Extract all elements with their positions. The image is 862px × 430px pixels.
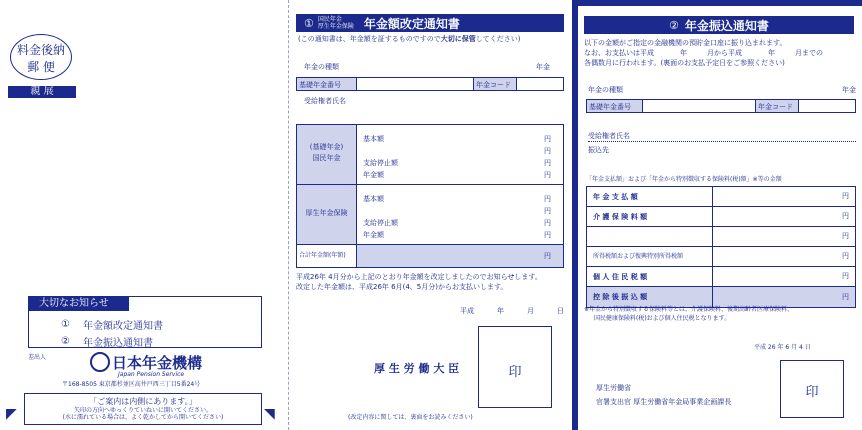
furikomi-seal-box: [780, 360, 844, 418]
kaitei-date-month: 月: [527, 307, 534, 315]
kaitei-subtitle-post: してください): [475, 35, 521, 43]
furikomi-nenkin-label: 年金: [842, 86, 856, 94]
furikomi-row-label: 控 除 後 振 込 額: [587, 287, 713, 307]
kaitei-total-label: 合計年金額(年額): [297, 245, 357, 267]
furikomi-header: [584, 16, 854, 34]
kaitei-kiso-no-label: 基礎年金番号: [297, 78, 357, 90]
kaitei-yen: 円: [544, 171, 551, 180]
kaitei-row: [363, 230, 551, 242]
fold-line: [288, 0, 289, 430]
furikomi-issuer1: 厚生労働省: [596, 384, 631, 392]
kaitei-footer: (改定内容に関しては、裏面をお読みください): [348, 414, 473, 421]
notice-item-text: 年金振込通知書: [83, 338, 153, 349]
furikomi-num: ②: [669, 18, 679, 32]
kaitei-row-label: 支給停止額: [363, 219, 398, 228]
kaitei-header: [296, 14, 564, 32]
kaitei-section-kosei: [297, 185, 563, 245]
furikomi-intro2b: 年: [680, 49, 687, 57]
furikomi-row: [587, 287, 855, 307]
kaitei-date-era: 平成: [460, 307, 474, 315]
kaitei-num: ①: [304, 16, 314, 30]
furikomi-panel: [572, 0, 862, 430]
furikomi-issuer2: 官署支出官 厚生労働省年金局事業企画課長: [596, 398, 732, 406]
notice-item-num: ②: [61, 336, 70, 347]
kaitei-kind1: 国民年金: [317, 15, 342, 23]
furikomi-intro2a: なお、お支払いは平成: [584, 49, 654, 57]
kaitei-row: [363, 170, 551, 182]
furikomi-intro3: 各偶数月に行われます。(裏面のお支払予定日をご参照ください): [584, 59, 785, 67]
kaitei-kind2: 厚生年金保険: [317, 23, 354, 30]
inside-notice: [24, 393, 262, 425]
postage-line2: 郵 便: [27, 60, 55, 74]
kaitei-date-year: 年: [497, 307, 504, 315]
notice-item: [61, 334, 261, 349]
furikomi-row-label: 所得税額および復興特別所得税額: [587, 247, 713, 266]
furikomi-pension-type-label: 年金の種類: [588, 86, 623, 94]
furikomi-row-label: 個 人 住 民 税 額: [587, 267, 713, 286]
arrow-right-icon: ◥: [264, 406, 275, 422]
kaitei-row: [363, 146, 551, 158]
kaitei-title: 年金額改定通知書: [363, 16, 460, 31]
kaitei-row-label: 基本額: [363, 195, 384, 204]
postage-stamp: [10, 34, 72, 80]
inside-notice-title: 「ご案内は内側にあります。」: [89, 397, 197, 406]
sender-address: 〒168-8505 東京都杉並区高井戸西三丁目5番24号: [62, 381, 201, 388]
furikomi-code-label: 年金コード: [755, 100, 799, 112]
sender-org-name: 日本年金機構: [112, 354, 203, 372]
kaitei-pension-type-row: [304, 63, 550, 72]
furikomi-row: [587, 207, 855, 227]
kaitei-code-label: 年金コード: [473, 78, 517, 90]
kaitei-subtitle-pre: (この通知書は、年金額を証するものですので: [298, 35, 441, 43]
kaitei-total-row: [297, 245, 563, 267]
notice-item-num: ①: [61, 319, 70, 330]
kaitei-row-label: 年金額: [363, 171, 384, 180]
furikomi-amount-table: [586, 186, 856, 308]
furikomi-intro2: [584, 49, 856, 58]
kaitei-subtitle: [298, 35, 520, 44]
kaitei-yen: 円: [544, 147, 551, 156]
furikomi-intro1: 以下の金額がご指定の金融機関の預貯金口座に振り込まれます。: [584, 39, 787, 47]
notice-box: [28, 296, 262, 348]
kaitei-row-label: 支給停止額: [363, 159, 398, 168]
furikomi-row: [587, 227, 855, 247]
furikomi-footnote1: ※年金から特別徴収する保険料等とは、介護保険料、後期高齢者医療保険料、: [584, 306, 794, 313]
kaitei-yen: 円: [544, 159, 551, 168]
kaitei-minister: 厚 生 労 働 大 臣: [374, 362, 460, 375]
furikomi-row-yen: 円: [842, 292, 849, 301]
kaitei-row: [363, 206, 551, 218]
furikomi-pension-type-row: [588, 86, 856, 95]
furikomi-row: [587, 187, 855, 207]
furikomi-row-label: 介 護 保 険 料 額: [587, 207, 713, 226]
arrow-left-icon: ◤: [6, 406, 17, 422]
kaitei-row: [363, 218, 551, 230]
kaitei-row: [363, 194, 551, 206]
furikomi-row: [587, 267, 855, 287]
kaitei-panel: [292, 0, 570, 430]
furikomi-row-yen: 円: [842, 252, 849, 261]
kaitei-nenkin-label: 年金: [536, 63, 550, 71]
kaitei-section1-label-b: 国民年金: [312, 153, 341, 162]
furikomi-recipient-label: 受給権者氏名: [588, 132, 856, 142]
kaitei-seal-box: [478, 326, 552, 408]
furikomi-intro2c: 月から平成: [707, 49, 742, 57]
kaitei-total-yen: 円: [544, 251, 551, 260]
postage-line1: 料金後納: [16, 43, 65, 57]
notice-item-text: 年金額改定通知書: [83, 321, 163, 332]
furikomi-intro2d: 年: [768, 49, 775, 57]
furikomi-kiso-no-label: 基礎年金番号: [587, 100, 643, 112]
kaitei-date: [460, 307, 564, 316]
notice-item: [61, 317, 261, 332]
furikomi-row-yen: 円: [842, 272, 849, 281]
notice-box-title: 大切なお知らせ: [29, 297, 129, 311]
kaitei-seal: 印: [508, 365, 522, 380]
kaitei-yen: 円: [544, 219, 551, 228]
kaitei-pension-type-label: 年金の種類: [304, 63, 339, 71]
furikomi-title: 年金振込通知書: [684, 18, 769, 33]
kaitei-yen: 円: [544, 207, 551, 216]
furikomi-row-yen: 円: [842, 232, 849, 241]
kaitei-number-row: [296, 77, 564, 91]
kaitei-section-kokumin: [297, 125, 563, 185]
furikomi-row: [587, 247, 855, 267]
kaitei-section-kosei-label: 厚生年金保険: [297, 185, 357, 244]
furikomi-row-yen: 円: [842, 192, 849, 201]
kaitei-amount-table: [296, 124, 564, 268]
kaitei-subtitle-bold: 大切に保管: [440, 35, 476, 43]
sender-org-english: Japan Pension Service: [118, 371, 185, 378]
kaitei-yen: 円: [544, 195, 551, 204]
kaitei-section-kokumin-label: [297, 125, 357, 184]
furikomi-row-label: [587, 227, 713, 246]
furikomi-date: 平成 26 年 6 月 4 日: [754, 344, 811, 351]
furikomi-footnote2: 国民健康保険料(税)および個人住民税となります。: [594, 315, 731, 322]
kaitei-date-day: 日: [557, 307, 564, 315]
furikomi-row-label: 年 金 支 払 額: [587, 187, 713, 206]
left-panel: [0, 0, 285, 430]
sender-logo-icon: [90, 352, 110, 372]
kaitei-section1-label-a: (基礎年金): [309, 143, 344, 151]
kaitei-yen: 円: [544, 135, 551, 144]
furikomi-intro2e: 月までの: [795, 49, 823, 57]
kaitei-row-label: 基本額: [363, 135, 384, 144]
furikomi-row-yen: 円: [842, 212, 849, 221]
kaitei-note2: 改定した年金額は、平成26年 6月(4、5月分)からお支払いします。: [296, 283, 508, 291]
inside-notice-line2: (水に濡れている場合は、よく乾かしてから開いてください): [62, 414, 224, 422]
kaitei-row-label: 年金額: [363, 231, 384, 240]
furikomi-destination-label: 振込先: [588, 146, 609, 154]
furikomi-seal: 印: [805, 385, 819, 400]
kaitei-yen: 円: [544, 231, 551, 240]
kaitei-recipient-label: 受給権者氏名: [304, 97, 346, 105]
sender-label: 差出人: [28, 354, 47, 361]
kaitei-note1: 平成26年 4月分から上記のとおり年金額を改定しましたのでお知らせします。: [296, 273, 542, 281]
confidential-ribbon: 親 展: [8, 86, 76, 98]
inside-notice-line1: 矢印の方向へゆっくりていねいに開いてください。: [74, 407, 212, 414]
kaitei-row: [363, 134, 551, 146]
furikomi-number-row: [586, 99, 856, 113]
furikomi-amount-caption: 「年金支払額」および「年金から特別徴収する保険料(税)額」※等の金額: [586, 176, 782, 183]
kaitei-row: [363, 158, 551, 170]
